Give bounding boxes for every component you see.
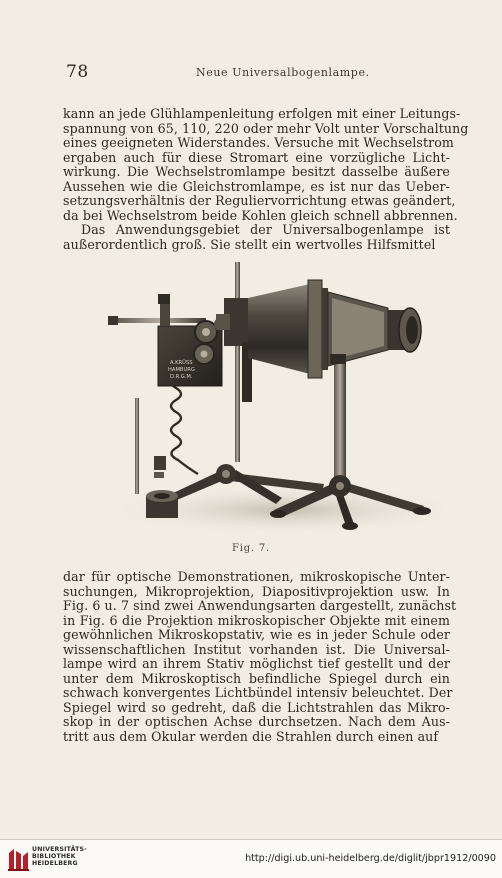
arc-lamp-engraving [96,258,442,534]
text-line: gewöhnlichen Mikroskopstativ, wie es in jeder Schule oder [63,627,450,643]
university-library-logo-icon[interactable] [5,845,33,873]
text-line: Das Anwendungsgebiet der Universalbogenlampe ist [81,222,450,238]
permalink-url[interactable]: http://digi.ub.uni-heidelberg.de/diglit/jbpr1912/0090 [245,853,496,864]
text-line: setzungsverhältnis der Reguliervorrichtung etwas geändert, [63,193,456,209]
library-name-line: HEIDELBERG [32,860,78,867]
text-line: Aussehen wie die Gleichstromlampe, es ist nur das Ueber- [63,178,450,194]
page-header [66,62,446,88]
text-line: skop in der optischen Achse durchsetzen. Nach dem Aus- [63,714,450,730]
text-line: schwach konvergentes Lichtbündel intensiv beleuchtet. Der [63,685,453,701]
library-name [32,846,87,867]
text-line: suchungen, Mikroprojektion, Diapositivprojektion usw. In [63,583,450,599]
plate-text-line: HAMBURG [168,367,195,373]
text-line: tritt aus dem Okular werden die Strahlen durch einen auf [63,729,439,745]
text-line: außerordentlich groß. Sie stellt ein wertvolles Hilfsmittel [63,236,436,252]
text-line: lampe wird an ihrem Stativ möglichst tief gestellt und der [63,656,450,672]
page-number: 78 [66,62,89,82]
library-name-line: UNIVERSITÄTS- [32,846,87,853]
body-text-top [63,106,469,252]
paragraph-2 [63,223,450,252]
figure-caption: Fig. 7. [231,543,271,554]
text-line: Spiegel wird so gedreht, daß die Lichtstrahlen das Mikro- [63,699,450,715]
text-line: wirkung. Die Wechselstromlampe besitzt dasselbe äußere [63,164,450,180]
paragraph-3 [63,569,457,745]
library-name-line: BIBLIOTHEK [32,853,76,860]
text-line: wissenschaftlichen Institut vorhanden ist. Die Universal- [63,641,450,657]
text-line: kann an jede Glühlampenleitung erfolgen mit einer Leitungs- [63,106,461,121]
body-text-bottom [63,569,457,745]
text-line: in Fig. 6 die Projektion mikroskopischer Objekte mit einem [63,612,450,628]
text-line: unter dem Mikroskoptisch befindliche Spiegel durch ein [63,670,450,686]
running-title: Neue Universalbogenlampe. [196,66,370,79]
plate-text-line: A.KRÜSS [170,360,193,366]
text-line: ergaben auch für diese Stromart eine vorzügliche Licht- [63,149,450,165]
plate-text-line: D.R.G.M. [170,374,193,380]
text-line: Fig. 6 u. 7 sind zwei Anwendungsarten dargestellt, zunächst [63,598,457,614]
figure-illustration [96,258,442,534]
text-line: eines geeigneten Widerstandes. Versuche mit Wechselstrom [63,135,454,151]
text-line: dar für optische Demonstrationen, mikroskopische Unter- [63,569,450,584]
viewer-footer [0,839,502,878]
text-line: spannung von 65, 110, 220 oder mehr Volt unter Vorschaltung [63,120,469,136]
paragraph-1 [63,106,469,223]
text-line: da bei Wechselstrom beide Kohlen gleich schnell abbrennen. [63,207,458,223]
